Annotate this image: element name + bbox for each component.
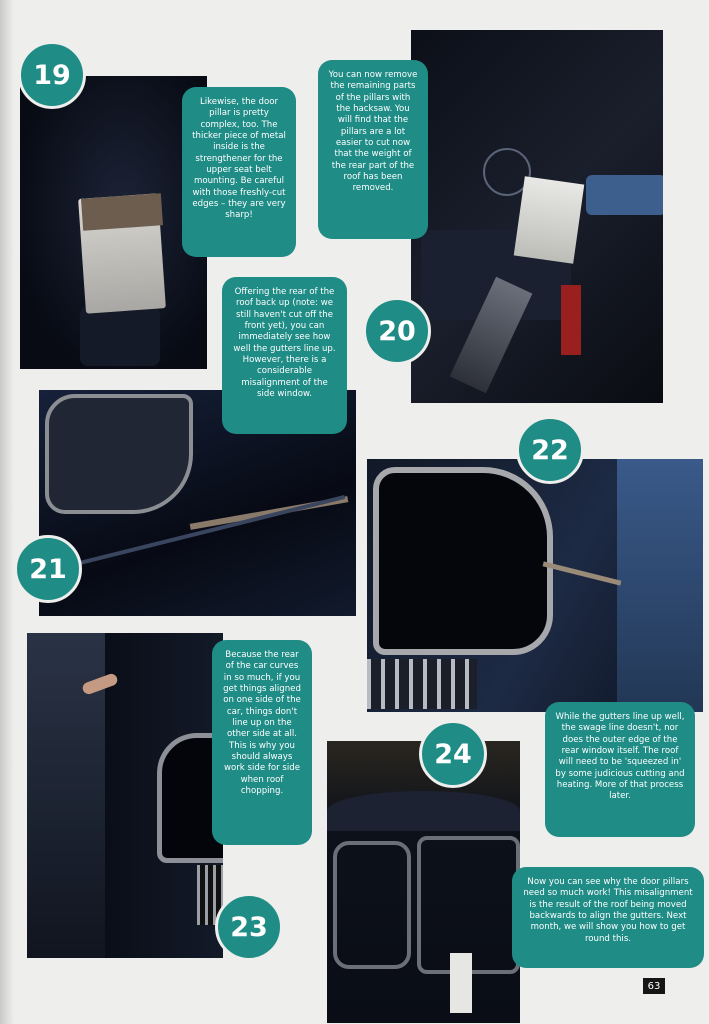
caption-19: Likewise, the door pillar is pretty complex, too. The thicker piece of metal inside is the strengthener for the upper seat belt mounting. Be careful with those freshly-cut edges – they are very sharp! bbox=[182, 87, 296, 257]
photo-19 bbox=[20, 76, 207, 369]
photo-23 bbox=[27, 633, 223, 958]
photo-24 bbox=[327, 741, 520, 1023]
page-binding-shadow bbox=[0, 0, 14, 1024]
caption-22: While the gutters line up well, the swage line doesn't, nor does the outer edge of the rear window itself. The roof will need to be 'squeezed in' by some judicious cutting and heating. More of that process later. bbox=[545, 702, 695, 837]
step-23-badge: 23 bbox=[215, 893, 283, 961]
step-21-badge: 21 bbox=[14, 535, 82, 603]
step-19-badge: 19 bbox=[18, 41, 86, 109]
photo-22 bbox=[367, 459, 703, 712]
step-22-badge: 22 bbox=[516, 416, 584, 484]
caption-24: Now you can see why the door pillars need so much work! This misalignment is the result of the roof being moved backwards to align the gutters. Next month, we will show you how to get round this. bbox=[512, 867, 704, 968]
caption-21: Offering the rear of the roof back up (note: we still haven't cut off the front yet), you can immediately see how well the gutters line up. However, there is a considerable misalignment of the side window. bbox=[222, 277, 347, 434]
photo-20 bbox=[411, 30, 663, 403]
step-24-badge: 24 bbox=[419, 720, 487, 788]
caption-23: Because the rear of the car curves in so much, if you get things aligned on one side of the car, things don't line up on the other side at all. This is why you should always work side for side when roof chopping. bbox=[212, 640, 312, 845]
step-20-badge: 20 bbox=[363, 297, 431, 365]
page-number: 63 bbox=[643, 978, 665, 994]
caption-20: You can now remove the remaining parts of the pillars with the hacksaw. You will find that the pillars are a lot easier to cut now that the weight of the rear part of the roof has been removed. bbox=[318, 60, 428, 239]
